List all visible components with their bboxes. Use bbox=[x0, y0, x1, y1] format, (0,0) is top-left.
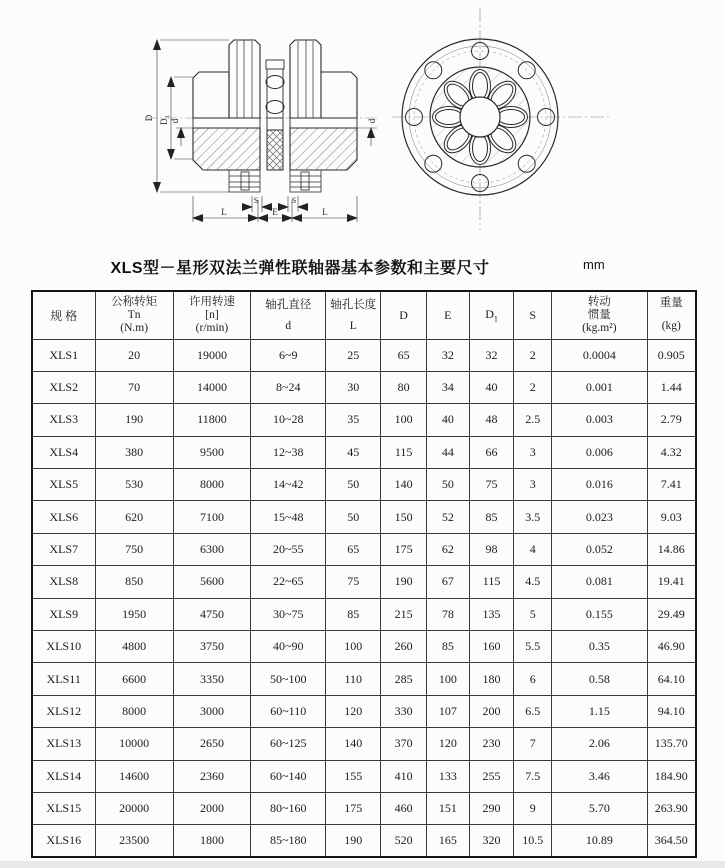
value-cell: 11800 bbox=[173, 404, 250, 436]
value-cell: 5 bbox=[514, 598, 552, 630]
value-cell: 34 bbox=[426, 371, 469, 403]
value-cell: 60~125 bbox=[251, 728, 326, 760]
dim-label-D: D bbox=[144, 114, 154, 122]
value-cell: 263.90 bbox=[647, 792, 696, 824]
value-cell: 64.10 bbox=[647, 663, 696, 695]
value-cell: 520 bbox=[381, 825, 427, 857]
value-cell: 175 bbox=[381, 533, 427, 565]
col-header-weight: 重量 (kg) bbox=[647, 291, 696, 339]
table-row bbox=[32, 760, 696, 792]
dim-label-S-right: S bbox=[291, 196, 297, 205]
value-cell: 364.50 bbox=[647, 825, 696, 857]
value-cell: 22~65 bbox=[251, 566, 326, 598]
value-cell: 67 bbox=[426, 566, 469, 598]
value-cell: 750 bbox=[95, 533, 173, 565]
value-cell: 10.89 bbox=[552, 825, 648, 857]
value-cell: 0.001 bbox=[552, 371, 648, 403]
value-cell: 8000 bbox=[95, 695, 173, 727]
dim-label-L-right: L bbox=[322, 207, 328, 217]
value-cell: 85 bbox=[326, 598, 381, 630]
value-cell: 85 bbox=[426, 631, 469, 663]
table-row bbox=[32, 728, 696, 760]
value-cell: 60~110 bbox=[251, 695, 326, 727]
value-cell: 2650 bbox=[173, 728, 250, 760]
value-cell: 19.41 bbox=[647, 566, 696, 598]
value-cell: 10~28 bbox=[251, 404, 326, 436]
value-cell: 9.03 bbox=[647, 501, 696, 533]
value-cell: 4800 bbox=[95, 631, 173, 663]
value-cell: 140 bbox=[326, 728, 381, 760]
value-cell: 135.70 bbox=[647, 728, 696, 760]
value-cell: 3 bbox=[514, 469, 552, 501]
value-cell: 6300 bbox=[173, 533, 250, 565]
value-cell: 60~140 bbox=[251, 760, 326, 792]
value-cell: 100 bbox=[426, 663, 469, 695]
value-cell: 850 bbox=[95, 566, 173, 598]
value-cell: 6~9 bbox=[251, 339, 326, 371]
dim-label-L-left: L bbox=[221, 207, 227, 217]
section-view bbox=[145, 40, 380, 192]
table-header bbox=[32, 291, 696, 339]
value-cell: 40 bbox=[426, 404, 469, 436]
value-cell: 5.5 bbox=[514, 631, 552, 663]
table-row bbox=[32, 339, 696, 371]
spec-cell: XLS4 bbox=[32, 436, 95, 468]
value-cell: 20000 bbox=[95, 792, 173, 824]
value-cell: 19000 bbox=[173, 339, 250, 371]
value-cell: 3 bbox=[514, 436, 552, 468]
value-cell: 14~42 bbox=[251, 469, 326, 501]
col-header-speed: 许用转速 [n] (r/min) bbox=[173, 291, 250, 339]
unit-label: mm bbox=[583, 257, 605, 272]
value-cell: 3.5 bbox=[514, 501, 552, 533]
value-cell: 80 bbox=[381, 371, 427, 403]
dim-label-d-right: d bbox=[367, 118, 377, 124]
value-cell: 200 bbox=[469, 695, 514, 727]
spec-table bbox=[31, 290, 697, 858]
value-cell: 14000 bbox=[173, 371, 250, 403]
table-row bbox=[32, 663, 696, 695]
value-cell: 0.081 bbox=[552, 566, 648, 598]
spec-cell: XLS10 bbox=[32, 631, 95, 663]
value-cell: 7 bbox=[514, 728, 552, 760]
value-cell: 133 bbox=[426, 760, 469, 792]
value-cell: 80~160 bbox=[251, 792, 326, 824]
value-cell: 48 bbox=[469, 404, 514, 436]
value-cell: 30~75 bbox=[251, 598, 326, 630]
value-cell: 14.86 bbox=[647, 533, 696, 565]
value-cell: 190 bbox=[381, 566, 427, 598]
value-cell: 175 bbox=[326, 792, 381, 824]
value-cell: 285 bbox=[381, 663, 427, 695]
spec-cell: XLS6 bbox=[32, 501, 95, 533]
value-cell: 151 bbox=[426, 792, 469, 824]
value-cell: 20~55 bbox=[251, 533, 326, 565]
value-cell: 65 bbox=[381, 339, 427, 371]
spec-cell: XLS1 bbox=[32, 339, 95, 371]
elastic-element-top bbox=[266, 60, 284, 118]
spec-cell: XLS11 bbox=[32, 663, 95, 695]
table-row bbox=[32, 792, 696, 824]
value-cell: 30 bbox=[326, 371, 381, 403]
value-cell: 160 bbox=[469, 631, 514, 663]
right-sleeve-top bbox=[290, 40, 321, 118]
value-cell: 184.90 bbox=[647, 760, 696, 792]
table-row bbox=[32, 469, 696, 501]
value-cell: 530 bbox=[95, 469, 173, 501]
value-cell: 255 bbox=[469, 760, 514, 792]
table-row bbox=[32, 695, 696, 727]
value-cell: 98 bbox=[469, 533, 514, 565]
value-cell: 100 bbox=[326, 631, 381, 663]
value-cell: 165 bbox=[426, 825, 469, 857]
value-cell: 155 bbox=[326, 760, 381, 792]
left-sleeve-top bbox=[229, 40, 260, 118]
value-cell: 190 bbox=[326, 825, 381, 857]
left-bore-band bbox=[193, 118, 260, 128]
value-cell: 190 bbox=[95, 404, 173, 436]
value-cell: 50~100 bbox=[251, 663, 326, 695]
value-cell: 330 bbox=[381, 695, 427, 727]
value-cell: 2.5 bbox=[514, 404, 552, 436]
col-header-bore-diameter: 轴孔直径 d bbox=[251, 291, 326, 339]
value-cell: 620 bbox=[95, 501, 173, 533]
spec-cell: XLS15 bbox=[32, 792, 95, 824]
value-cell: 6.5 bbox=[514, 695, 552, 727]
footer-strip bbox=[0, 861, 725, 868]
col-header-D1: $D_1$ bbox=[469, 291, 514, 339]
value-cell: 3750 bbox=[173, 631, 250, 663]
value-cell: 260 bbox=[381, 631, 427, 663]
value-cell: 20 bbox=[95, 339, 173, 371]
value-cell: 107 bbox=[426, 695, 469, 727]
value-cell: 1.15 bbox=[552, 695, 648, 727]
spec-cell: XLS2 bbox=[32, 371, 95, 403]
coupling-drawing-svg bbox=[0, 0, 725, 252]
value-cell: 2 bbox=[514, 371, 552, 403]
table-row bbox=[32, 404, 696, 436]
value-cell: 9 bbox=[514, 792, 552, 824]
value-cell: 14600 bbox=[95, 760, 173, 792]
value-cell: 35 bbox=[326, 404, 381, 436]
dim-label-D1: $D_1$ bbox=[159, 115, 171, 125]
left-hub-top bbox=[193, 72, 229, 118]
value-cell: 2 bbox=[514, 339, 552, 371]
value-cell: 2000 bbox=[173, 792, 250, 824]
value-cell: 110 bbox=[326, 663, 381, 695]
spec-cell: XLS3 bbox=[32, 404, 95, 436]
value-cell: 50 bbox=[326, 469, 381, 501]
value-cell: 3350 bbox=[173, 663, 250, 695]
value-cell: 7100 bbox=[173, 501, 250, 533]
spec-cell: XLS9 bbox=[32, 598, 95, 630]
value-cell: 70 bbox=[95, 371, 173, 403]
table-body bbox=[32, 339, 696, 857]
value-cell: 1800 bbox=[173, 825, 250, 857]
value-cell: 85~180 bbox=[251, 825, 326, 857]
value-cell: 52 bbox=[426, 501, 469, 533]
spec-cell: XLS8 bbox=[32, 566, 95, 598]
table-row bbox=[32, 501, 696, 533]
value-cell: 32 bbox=[469, 339, 514, 371]
value-cell: 4 bbox=[514, 533, 552, 565]
value-cell: 32 bbox=[426, 339, 469, 371]
value-cell: 0.905 bbox=[647, 339, 696, 371]
value-cell: 0.052 bbox=[552, 533, 648, 565]
value-cell: 320 bbox=[469, 825, 514, 857]
col-header-D: D bbox=[381, 291, 427, 339]
value-cell: 8000 bbox=[173, 469, 250, 501]
table-row bbox=[32, 566, 696, 598]
value-cell: 4750 bbox=[173, 598, 250, 630]
value-cell: 15~48 bbox=[251, 501, 326, 533]
page-title: XLS型－星形双法兰弹性联轴器基本参数和主要尺寸 bbox=[110, 260, 490, 277]
right-bore-band bbox=[290, 118, 357, 128]
value-cell: 23500 bbox=[95, 825, 173, 857]
value-cell: 0.0004 bbox=[552, 339, 648, 371]
value-cell: 7.5 bbox=[514, 760, 552, 792]
value-cell: 180 bbox=[469, 663, 514, 695]
value-cell: 0.006 bbox=[552, 436, 648, 468]
dim-label-d-left: d bbox=[170, 118, 180, 124]
table-row bbox=[32, 631, 696, 663]
value-cell: 75 bbox=[326, 566, 381, 598]
value-cell: 65 bbox=[326, 533, 381, 565]
value-cell: 62 bbox=[426, 533, 469, 565]
table-row bbox=[32, 533, 696, 565]
right-hub-section bbox=[290, 128, 357, 170]
value-cell: 120 bbox=[426, 728, 469, 760]
table-row bbox=[32, 598, 696, 630]
title-row bbox=[0, 255, 725, 279]
right-hub-top bbox=[321, 72, 357, 118]
value-cell: 9500 bbox=[173, 436, 250, 468]
table-row bbox=[32, 371, 696, 403]
value-cell: 1950 bbox=[95, 598, 173, 630]
value-cell: 5.70 bbox=[552, 792, 648, 824]
table-row bbox=[32, 436, 696, 468]
dim-label-S-left: S bbox=[253, 196, 259, 205]
value-cell: 46.90 bbox=[647, 631, 696, 663]
right-bolt-detail bbox=[290, 170, 321, 192]
value-cell: 150 bbox=[381, 501, 427, 533]
value-cell: 40 bbox=[469, 371, 514, 403]
technical-drawing bbox=[0, 0, 725, 252]
left-hub-section bbox=[193, 128, 260, 170]
value-cell: 0.58 bbox=[552, 663, 648, 695]
value-cell: 0.155 bbox=[552, 598, 648, 630]
value-cell: 6 bbox=[514, 663, 552, 695]
left-bolt-detail bbox=[229, 170, 260, 192]
table-row bbox=[32, 825, 696, 857]
value-cell: 3.46 bbox=[552, 760, 648, 792]
col-header-E: E bbox=[426, 291, 469, 339]
value-cell: 78 bbox=[426, 598, 469, 630]
value-cell: 45 bbox=[326, 436, 381, 468]
spec-cell: XLS5 bbox=[32, 469, 95, 501]
col-header-bore-length: 轴孔长度 L bbox=[326, 291, 381, 339]
value-cell: 2360 bbox=[173, 760, 250, 792]
value-cell: 120 bbox=[326, 695, 381, 727]
spec-cell: XLS12 bbox=[32, 695, 95, 727]
value-cell: 410 bbox=[381, 760, 427, 792]
value-cell: 135 bbox=[469, 598, 514, 630]
value-cell: 3000 bbox=[173, 695, 250, 727]
value-cell: 5600 bbox=[173, 566, 250, 598]
value-cell: 1.44 bbox=[647, 371, 696, 403]
value-cell: 40~90 bbox=[251, 631, 326, 663]
value-cell: 100 bbox=[381, 404, 427, 436]
value-cell: 8~24 bbox=[251, 371, 326, 403]
value-cell: 0.003 bbox=[552, 404, 648, 436]
col-header-inertia: 转动 惯量 (kg.m²) bbox=[552, 291, 648, 339]
value-cell: 10.5 bbox=[514, 825, 552, 857]
spec-cell: XLS13 bbox=[32, 728, 95, 760]
spec-cell: XLS7 bbox=[32, 533, 95, 565]
value-cell: 140 bbox=[381, 469, 427, 501]
elastic-element-bottom bbox=[267, 118, 283, 170]
value-cell: 66 bbox=[469, 436, 514, 468]
front-view bbox=[392, 8, 612, 230]
value-cell: 2.06 bbox=[552, 728, 648, 760]
value-cell: 460 bbox=[381, 792, 427, 824]
value-cell: 75 bbox=[469, 469, 514, 501]
value-cell: 0.016 bbox=[552, 469, 648, 501]
value-cell: 0.35 bbox=[552, 631, 648, 663]
value-cell: 115 bbox=[469, 566, 514, 598]
value-cell: 25 bbox=[326, 339, 381, 371]
value-cell: 85 bbox=[469, 501, 514, 533]
value-cell: 4.5 bbox=[514, 566, 552, 598]
value-cell: 50 bbox=[426, 469, 469, 501]
value-cell: 2.79 bbox=[647, 404, 696, 436]
value-cell: 115 bbox=[381, 436, 427, 468]
value-cell: 290 bbox=[469, 792, 514, 824]
value-cell: 0.023 bbox=[552, 501, 648, 533]
col-header-S: S bbox=[514, 291, 552, 339]
value-cell: 12~38 bbox=[251, 436, 326, 468]
spec-cell: XLS14 bbox=[32, 760, 95, 792]
spec-cell: XLS16 bbox=[32, 825, 95, 857]
value-cell: 4.32 bbox=[647, 436, 696, 468]
value-cell: 215 bbox=[381, 598, 427, 630]
value-cell: 230 bbox=[469, 728, 514, 760]
value-cell: 94.10 bbox=[647, 695, 696, 727]
value-cell: 44 bbox=[426, 436, 469, 468]
col-header-spec: 规 格 bbox=[32, 291, 95, 339]
col-header-torque: 公称转矩 Tn (N.m) bbox=[95, 291, 173, 339]
dim-label-E: E bbox=[272, 207, 278, 217]
center-bore bbox=[460, 97, 500, 137]
value-cell: 50 bbox=[326, 501, 381, 533]
value-cell: 7.41 bbox=[647, 469, 696, 501]
value-cell: 29.49 bbox=[647, 598, 696, 630]
value-cell: 370 bbox=[381, 728, 427, 760]
value-cell: 6600 bbox=[95, 663, 173, 695]
value-cell: 380 bbox=[95, 436, 173, 468]
value-cell: 10000 bbox=[95, 728, 173, 760]
